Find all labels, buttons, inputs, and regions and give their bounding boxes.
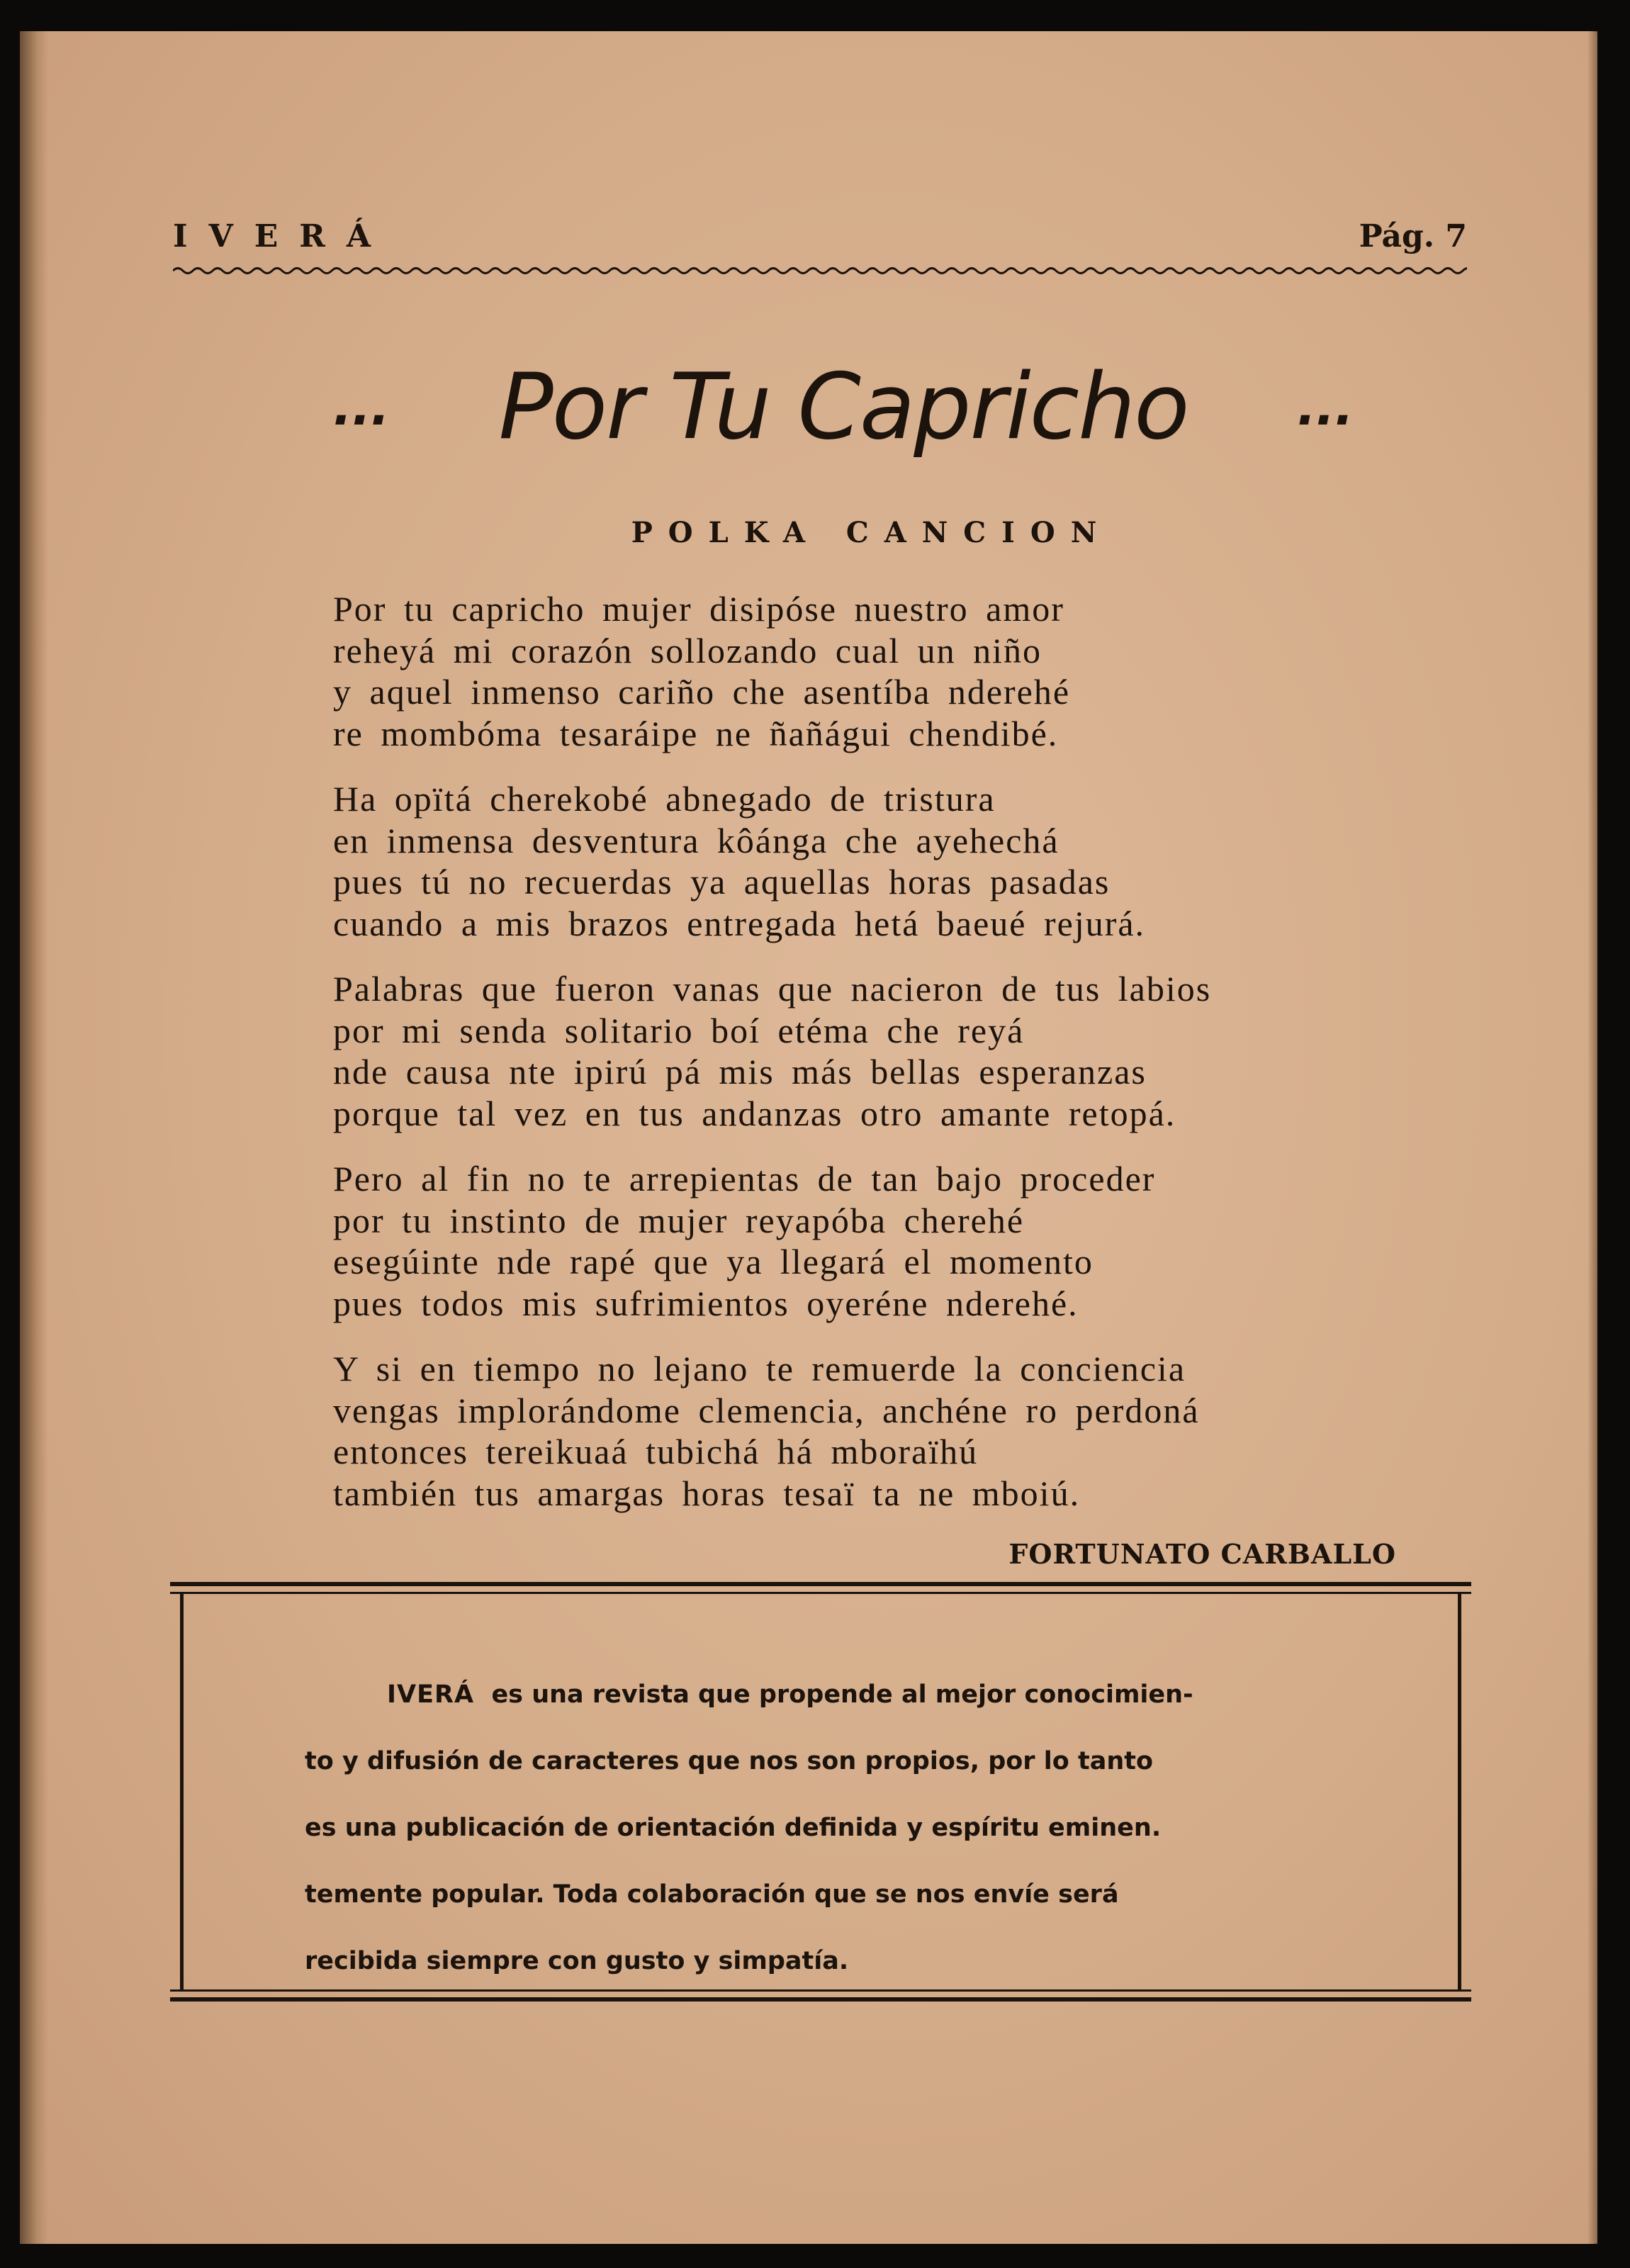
notice-brand: IVERÁ (387, 1680, 475, 1709)
notice-line: recibida siempre con gusto y simpatía. (305, 1947, 849, 1975)
stanza (333, 1348, 1396, 1514)
page-gutter (20, 31, 48, 2244)
lyrics (333, 588, 1396, 1538)
stanza (333, 588, 1396, 754)
verse-line: también tus amargas horas tesaï ta ne mboiú. (333, 1473, 1081, 1513)
title-row (333, 354, 1354, 468)
wavy-rule (173, 264, 1467, 278)
notice-line-text: es una revista que propende al mejor conocimien- (491, 1680, 1193, 1709)
verse-line: Palabras que fueron vanas que nacieron de tus labios (333, 969, 1212, 1009)
frame-rule (170, 1582, 1471, 1586)
running-head (173, 214, 1467, 264)
verse-line: nde causa nte ipirú pá mis más bellas esperanzas (333, 1052, 1147, 1091)
frame-rule (170, 1592, 1471, 1594)
verse-line: Pero al fin no te arrepientas de tan bajo proceder (333, 1159, 1156, 1198)
verse-line: por tu instinto de mujer reyapóba cherehé (333, 1200, 1025, 1240)
song-author: FORTUNATO CARBALLO (1008, 1538, 1396, 1570)
verse-line: pues todos mis sufrimientos oyeréne nderehé. (333, 1283, 1079, 1323)
verse-line: Ha opïtá cherekobé abnegado de tristura (333, 779, 996, 819)
page-number: Pág. 7 (1359, 218, 1467, 254)
verse-line: en inmensa desventura kôánga che ayehechá (333, 820, 1060, 860)
verse-line: Por tu capricho mujer disipóse nuestro amor (333, 589, 1064, 629)
stanza (333, 778, 1396, 944)
verse-line: y aquel inmenso cariño che asentíba nderehé (333, 672, 1071, 712)
stanza (333, 968, 1396, 1134)
notice-line: to y difusión de caracteres que nos son propios, por lo tanto (305, 1747, 1154, 1775)
notice-text (305, 1661, 1368, 1994)
verse-line: vengas implorándome clemencia, anchéne ro perdoná (333, 1390, 1200, 1430)
title-dots-left: ... (333, 378, 390, 437)
verse-line: por mi senda solitario boí etéma che reyá (333, 1010, 1025, 1050)
notice-box (170, 1582, 1471, 2002)
notice-line: temente popular. Toda colaboración que se nos envíe será (305, 1880, 1119, 1909)
verse-line: entonces tereikuaá tubichá há mboraïhú (333, 1432, 979, 1471)
frame-rule (1458, 1592, 1461, 1992)
verse-line: porque tal vez en tus andanzas otro amante retopá. (333, 1093, 1176, 1133)
verse-line: esegúinte nde rapé que ya llegará el momento (333, 1242, 1094, 1281)
song-subtitle: POLKA CANCION (631, 516, 1113, 549)
verse-line: re mombóma tesaráipe ne ñañágui chendibé. (333, 713, 1059, 753)
notice-line: es una publicación de orientación definida y espíritu eminen. (305, 1814, 1162, 1842)
verse-line: Y si en tiempo no lejano te remuerde la conciencia (333, 1349, 1186, 1388)
frame-rule (170, 1997, 1471, 2002)
title-dots-right: ... (1297, 378, 1354, 437)
page-edge (1587, 31, 1597, 2244)
verse-line: reheyá mi corazón sollozando cual un niño (333, 630, 1042, 670)
notice-line (305, 1661, 1368, 1728)
running-title: IVERÁ (173, 218, 392, 254)
stanza (333, 1158, 1396, 1324)
frame-rule (180, 1592, 184, 1992)
song-title: Por Tu Capricho (498, 354, 1188, 460)
verse-line: cuando a mis brazos entregada hetá baeué rejurá. (333, 903, 1146, 943)
verse-line: pues tú no recuerdas ya aquellas horas pasadas (333, 862, 1111, 902)
